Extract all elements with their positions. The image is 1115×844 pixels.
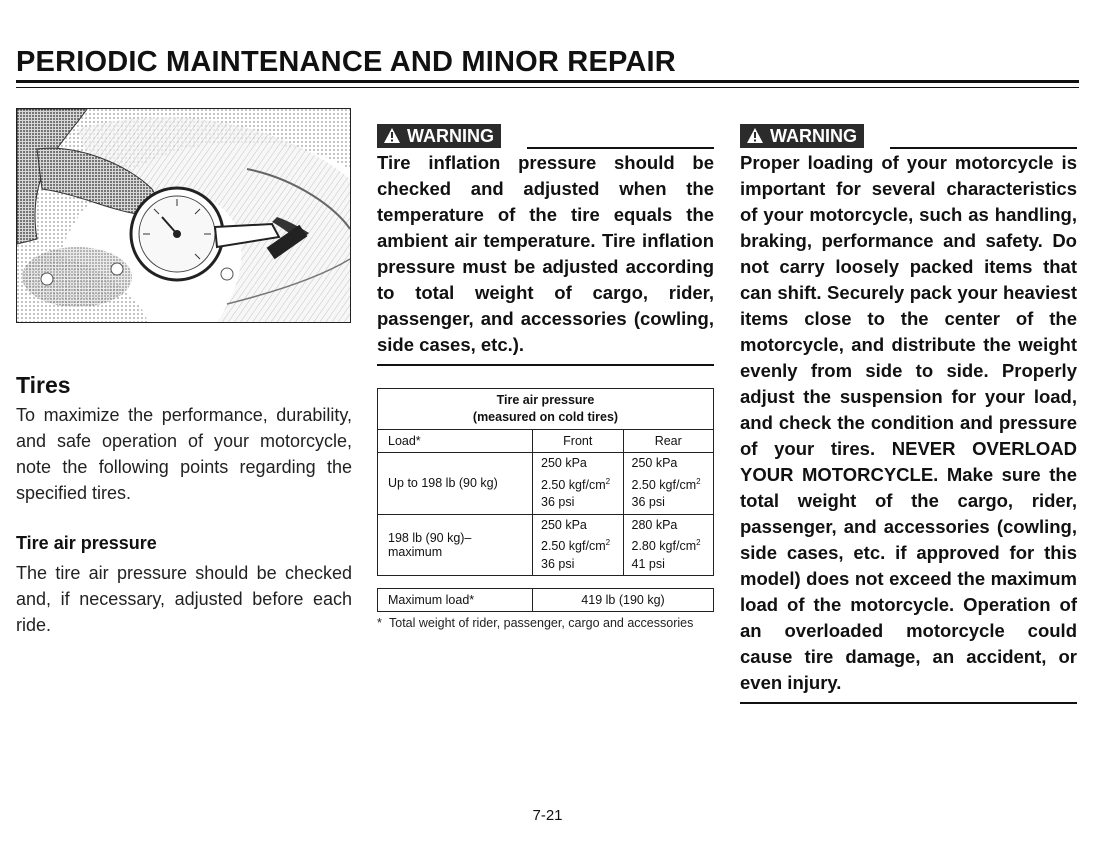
- cell-front: [533, 453, 624, 515]
- tire-gauge-illustration: [16, 108, 351, 323]
- footnote-mark: *: [377, 616, 382, 630]
- page-number: 7-21: [532, 807, 563, 824]
- row-load-line1: 198 lb (90 kg)–: [388, 530, 472, 545]
- warning-header: [740, 110, 1077, 146]
- warning-triangle-icon: [383, 127, 401, 144]
- tire-pressure-text: The tire air pressure should be checked and, if necessary, adjusted before each ride.: [16, 563, 352, 635]
- col-header-load: Load*: [378, 430, 533, 453]
- table-title: [378, 389, 714, 430]
- table-title-line1: Tire air pressure: [496, 393, 595, 407]
- value-psi: 41 psi: [631, 556, 665, 571]
- header-rule: [16, 80, 1079, 83]
- tires-intro-text: To maximize the performance, durability, and safe operation of your motorcycle, note the following points regarding the specified tires.: [16, 405, 352, 503]
- max-load-table: [377, 588, 714, 612]
- row-load: [378, 453, 533, 515]
- value-psi: 36 psi: [541, 495, 575, 510]
- superscript: 2: [696, 538, 701, 548]
- cell-rear: [623, 514, 714, 576]
- warning-box-loading: [740, 110, 1077, 704]
- section-heading-tires: Tires: [16, 372, 71, 398]
- value-kpa: 250 kPa: [541, 456, 587, 470]
- col-header-rear: Rear: [623, 430, 714, 453]
- value-kgf: 2.80 kgf/cm: [631, 539, 697, 554]
- warning-label: WARNING: [770, 126, 857, 146]
- warning-label: WARNING: [407, 126, 494, 146]
- superscript: 2: [605, 538, 611, 548]
- warning-triangle-icon: [746, 127, 764, 144]
- warning-badge: [377, 124, 501, 148]
- warning-header: [377, 110, 714, 146]
- warning-box-inflation: [377, 110, 714, 366]
- row-load-line2: maximum: [388, 544, 443, 559]
- warning-header-rule: [890, 147, 1077, 149]
- value-kgf: 2.50 kgf/cm: [541, 477, 606, 492]
- tire-pressure-table: [377, 388, 714, 576]
- superscript: 2: [696, 476, 701, 486]
- warning-badge: [740, 124, 864, 148]
- warning-text-loading: Proper loading of your motorcycle is important for several characteristics of your motorcycle, such as handling, braking, performance and safety. Do not carry loosely packed items that can shift. Securely pack your heaviest items close to the center of the motorcycle, and distribute the weight evenly from side to side. Properly adjust the suspension for your load, and check the condition and pressure of your tires. NEVER OVERLOAD YOUR MOTORCYCLE. Make sure the total weight of the cargo, rider, passenger, and accessories (cowling, side cases, etc. if approved for this model) does not exceed the maximum load of the motorcycle. Operation of an overloaded motorcycle could cause tire damage, an accident, or even injury.: [740, 152, 1077, 693]
- footnote-text: Total weight of rider, passenger, cargo and accessories: [389, 616, 694, 630]
- cell-front: [533, 514, 624, 576]
- max-load-value: 419 lb (190 kg): [533, 589, 714, 612]
- warning-bottom-rule: [377, 364, 714, 366]
- warning-header-rule: [527, 147, 714, 149]
- tire-gauge-icon: [17, 109, 350, 322]
- value-kpa: 250 kPa: [631, 456, 678, 470]
- value-kgf: 2.50 kgf/cm: [631, 477, 697, 492]
- header-rule-thin: [16, 87, 1079, 88]
- row-load-line1: Up to 198 lb (90 kg): [388, 476, 498, 491]
- table-footnote: [377, 614, 714, 632]
- page-title: PERIODIC MAINTENANCE AND MINOR REPAIR: [16, 46, 676, 78]
- value-kpa: 280 kPa: [631, 517, 678, 532]
- warning-bottom-rule: [740, 702, 1077, 704]
- col-header-front: Front: [533, 430, 624, 453]
- value-kgf: 2.50 kgf/cm: [541, 539, 606, 554]
- value-psi: 36 psi: [541, 556, 575, 571]
- value-psi: 36 psi: [631, 495, 665, 510]
- superscript: 2: [605, 476, 611, 486]
- value-kpa: 250 kPa: [541, 517, 587, 532]
- table-title-line2: (measured on cold tires): [472, 410, 619, 424]
- table-row: [378, 514, 714, 576]
- subheading-tire-air-pressure: Tire air pressure: [16, 533, 157, 553]
- max-load-label: Maximum load*: [378, 589, 533, 612]
- row-load: [378, 514, 533, 576]
- cell-rear: [623, 453, 714, 515]
- warning-text-inflation: Tire inflation pressure should be checked and adjusted when the temperature of the tire equals the ambient air temperature. Tire inflation pressure must be adjusted according to total weight of cargo, rider, passenger, and accessories (cowling, side cases, etc.).: [377, 152, 714, 355]
- table-row: [378, 453, 714, 515]
